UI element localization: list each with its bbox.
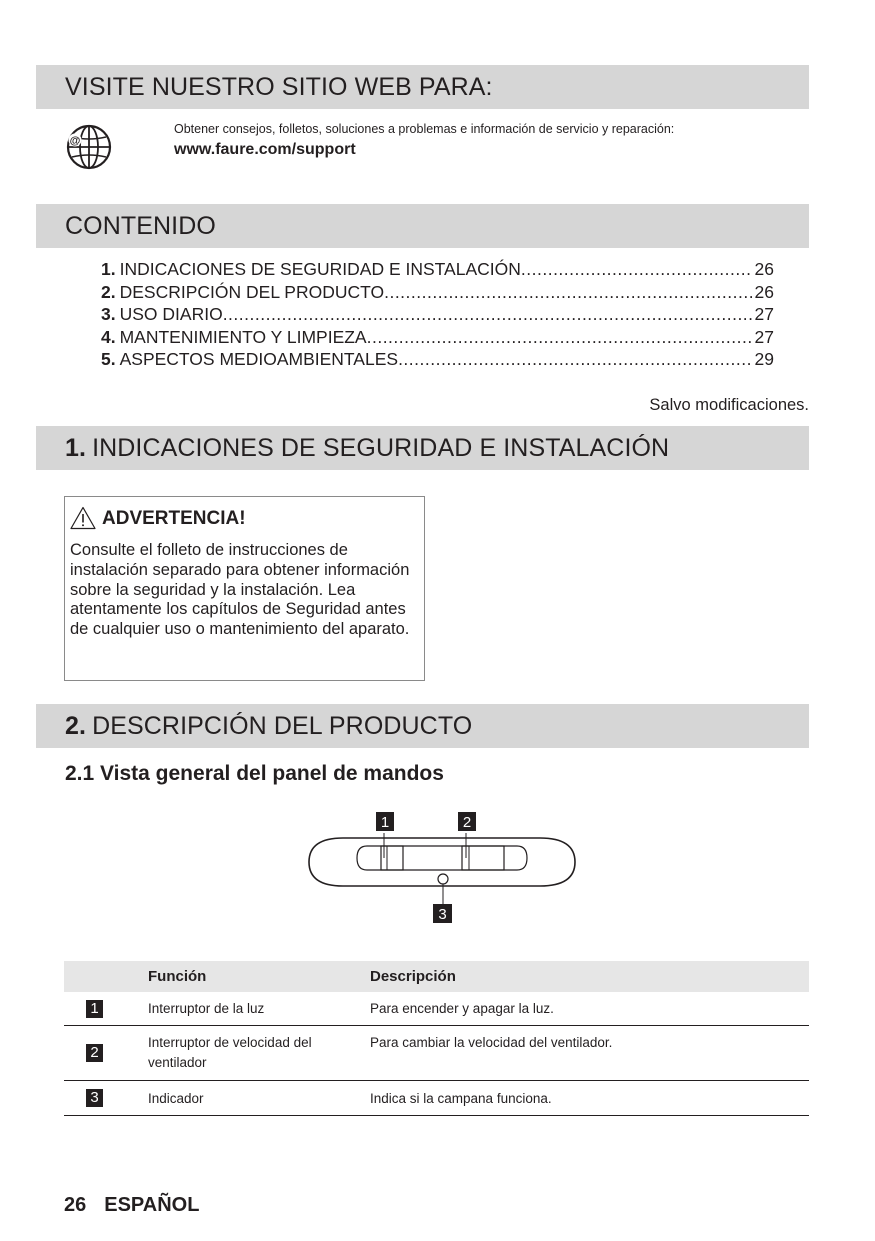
row-description: Para encender y apagar la luz. [370,1001,554,1016]
warning-box [64,496,425,681]
section2-heading-bar [36,704,809,748]
header-function: Función [148,968,207,985]
indicator-light-shape [438,874,448,884]
toc-item-page: 26 [754,281,774,302]
footer-language: ESPAÑOL [104,1194,200,1216]
table-row [64,1081,809,1116]
toc-item-number: 3. [101,304,116,324]
website-description: Obtener consejos, folletos, soluciones a problemas e información de servicio y reparación: [174,122,675,136]
toc-item[interactable] [101,259,774,282]
control-panel-diagram [305,808,580,928]
callout-label-2: 2 [462,814,472,831]
website-heading-bar [36,65,809,109]
section2-title: DESCRIPCIÓN DEL PRODUCTO [92,711,473,740]
light-switch-inner [387,846,403,870]
row-function: Interruptor de velocidad del ventilador [148,1035,312,1070]
fan-switch-shape [462,846,504,870]
toc-item-label: USO DIARIO [119,304,223,324]
page-footer [64,1194,217,1217]
website-url-link[interactable]: www.faure.com/support [174,141,356,158]
toc-item-number: 1. [101,259,116,279]
toc-leader-dots [398,349,752,370]
toc-item-page: 29 [754,349,774,369]
contents-heading-bar [36,204,809,248]
toc-item[interactable] [101,304,774,327]
callout-label-3: 3 [438,906,447,923]
modifications-note: Salvo modificaciones. [649,396,809,414]
row-description: Para cambiar la velocidad del ventilador. [370,1035,613,1050]
row-number-badge: 2 [86,1044,103,1062]
toc-item-page: 27 [754,326,774,347]
toc-item-number: 2. [101,281,116,302]
row-number-badge: 1 [86,1000,103,1018]
header-description: Descripción [370,968,456,985]
section1-title: INDICACIONES DE SEGURIDAD E INSTALACIÓN [92,433,670,462]
warning-text: Consulte el folleto de instrucciones de instalación separado para obtener información sobre la seguridad y la instalación. Lea atentamente los capítulos de Seguridad antes de cualquier uso o mantenimiento del aparato. [70,541,410,639]
svg-text:@: @ [69,135,81,147]
toc-leader-dots [367,327,753,348]
controls-table [64,961,809,1116]
switch-recess [357,846,527,870]
section2-number: 2. [65,711,87,740]
row-function: Interruptor de la luz [148,1001,265,1016]
warning-header [70,505,418,533]
panel-outline [309,838,575,886]
callout-label-1: 1 [380,814,390,831]
section1-heading-bar [36,426,809,470]
table-row [64,992,809,1026]
toc-item-label: MANTENIMIENTO Y LIMPIEZA [119,326,367,347]
toc-leader-dots [384,282,752,303]
subsection-title: 2.1 Vista general del panel de mandos [65,762,444,785]
row-number-badge: 3 [86,1089,103,1107]
warning-title: ADVERTENCIA! [102,508,246,529]
section1-number: 1. [65,433,87,462]
table-header-row [64,961,809,992]
toc-item-page: 27 [754,304,774,324]
warning-triangle-icon [70,506,96,530]
row-function: Indicador [148,1090,204,1106]
website-heading: VISITE NUESTRO SITIO WEB PARA: [65,72,493,101]
toc-item[interactable] [101,282,774,305]
toc-item-page: 26 [754,259,774,279]
toc-item-number: 5. [101,349,116,369]
page-number: 26 [64,1194,87,1216]
toc-item-number: 4. [101,326,116,347]
table-row [64,1026,809,1081]
contents-heading: CONTENIDO [65,211,216,240]
toc-item[interactable] [101,349,774,372]
row-description: Indica si la campana funciona. [370,1090,552,1106]
table-of-contents [101,259,774,372]
toc-item-label: INDICACIONES DE SEGURIDAD E INSTALACIÓN [119,259,521,279]
web-globe-icon [64,123,112,171]
toc-item-label: ASPECTOS MEDIOAMBIENTALES [119,349,399,369]
toc-leader-dots [223,304,753,325]
toc-item[interactable] [101,327,774,350]
toc-leader-dots [521,259,753,280]
toc-item-label: DESCRIPCIÓN DEL PRODUCTO [119,281,385,302]
